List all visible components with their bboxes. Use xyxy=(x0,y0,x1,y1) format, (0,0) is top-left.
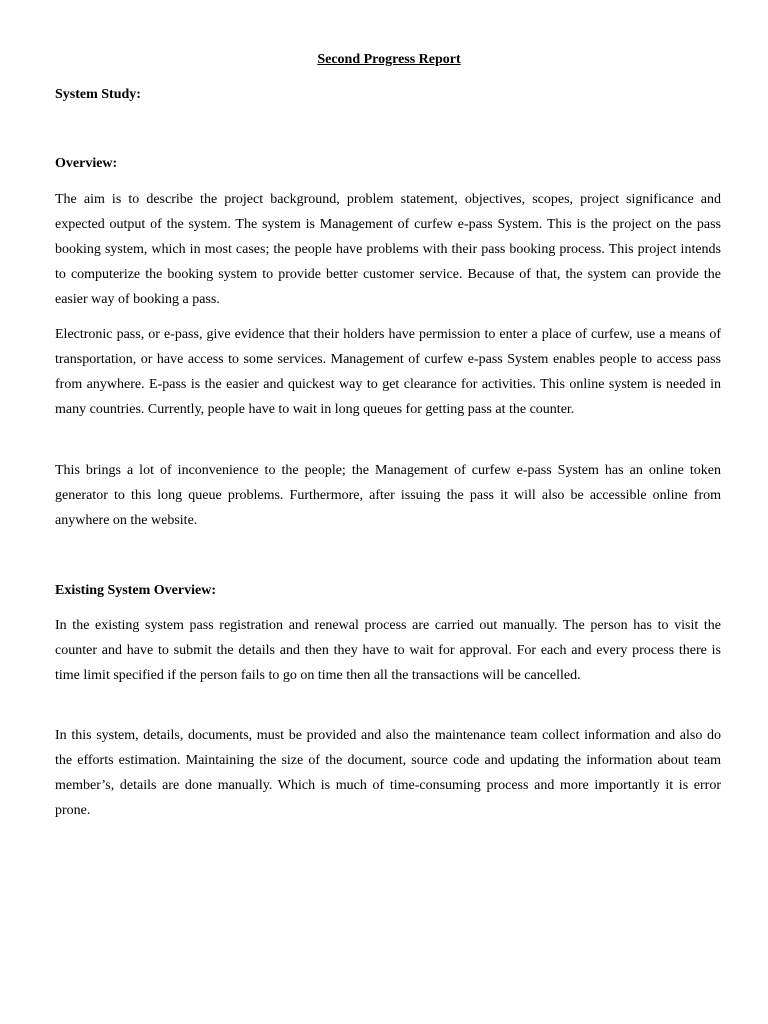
existing-paragraph-2: In this system, details, documents, must be provided and also the maintenance team collect information and also do the efforts estimation. Maintaining the size of the document, source code and updating the information about team member’s, details are done manually. Which is much of time-consuming process and more importantly it is error prone. xyxy=(55,728,721,818)
existing-paragraph-1: In the existing system pass registration and renewal process are carried out manually. The person has to visit the counter and have to submit the details and then they have to wait for approval. For each and every process there is time limit specified if the person fails to go on time then all the transactions will be cancelled. xyxy=(55,618,721,683)
system-study-heading: System Study: xyxy=(55,87,141,102)
overview-paragraph-2: Electronic pass, or e-pass, give evidence that their holders have permission to enter a place of curfew, use a means of transportation, or have access to some services. Management of curfew e-pass System enables people to access pass from anywhere. E-pass is the easier and quickest way to get clearance for activities. This online system is needed in many countries. Currently, people have to wait in long queues for getting pass at the counter. xyxy=(55,327,721,417)
overview-paragraph-1: The aim is to describe the project background, problem statement, objectives, scopes, project significance and expected output of the system. The system is Management of curfew e-pass System. This is the project on the pass booking system, which in most cases; the people have problems with their pass booking process. This project intends to computerize the booking system to provide better customer service. Because of that, the system can provide the easier way of booking a pass. xyxy=(55,192,721,307)
overview-heading: Overview: xyxy=(55,156,118,171)
existing-system-heading: Existing System Overview: xyxy=(55,583,216,598)
overview-paragraph-3: This brings a lot of inconvenience to the people; the Management of curfew e-pass System has an online token generator to this long queue problems. Furthermore, after issuing the pass it will also be accessible online from anywhere on the website. xyxy=(55,463,721,528)
document-title: Second Progress Report xyxy=(317,52,461,67)
